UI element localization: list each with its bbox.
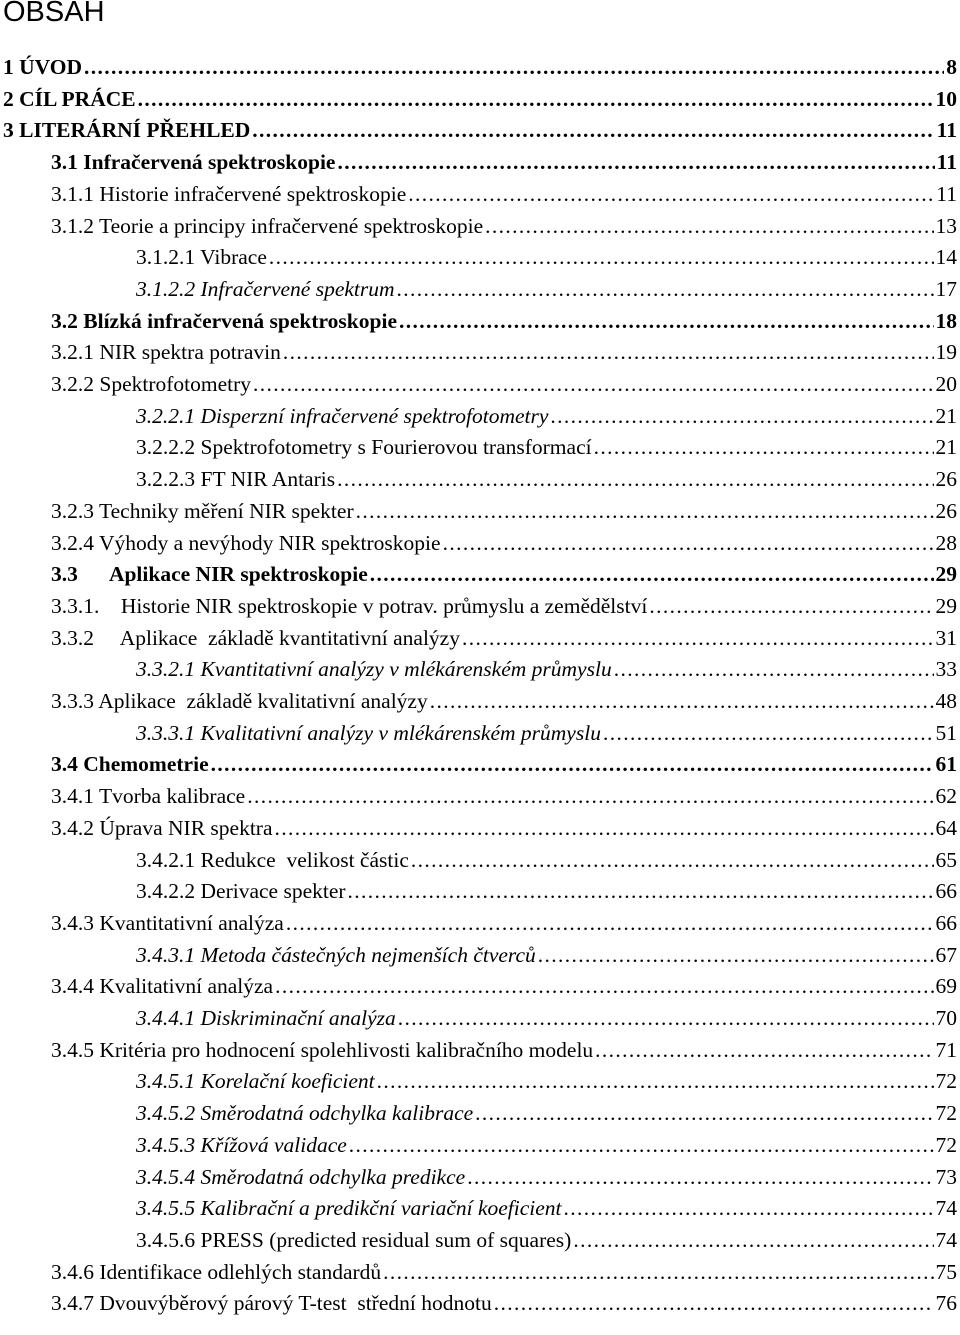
toc-entry[interactable] bbox=[51, 971, 957, 1001]
toc-entry-page: 19 bbox=[935, 340, 957, 365]
toc-entry-label: 3.4.5.2 Směrodatná odchylka kalibrace bbox=[136, 1101, 474, 1126]
toc-entry[interactable] bbox=[136, 1066, 957, 1096]
toc-entry[interactable] bbox=[136, 940, 957, 970]
toc-entry[interactable] bbox=[51, 559, 957, 589]
toc-entry-page: 70 bbox=[935, 1006, 957, 1030]
toc-entry-label: 3.4.6 Identifikace odlehlých standardů bbox=[51, 1259, 382, 1284]
toc-entry[interactable] bbox=[51, 528, 957, 558]
toc-entry[interactable] bbox=[136, 464, 957, 494]
toc-entry-page: 75 bbox=[935, 1259, 957, 1284]
toc-entry-page: 72 bbox=[935, 1069, 957, 1094]
toc-dot-leader bbox=[614, 654, 934, 684]
toc-entry[interactable] bbox=[136, 876, 957, 906]
toc-entry-label: 3.3.3 Aplikace základě kvalitativní analýzy bbox=[51, 689, 428, 713]
toc-entry[interactable] bbox=[136, 654, 957, 684]
toc-entry-label: 1 ÚVOD bbox=[3, 55, 82, 79]
toc-dot-leader bbox=[408, 179, 934, 209]
toc-entry[interactable] bbox=[136, 1193, 957, 1223]
toc-entry[interactable] bbox=[51, 147, 957, 177]
toc-dot-leader bbox=[411, 845, 934, 875]
toc-entry[interactable] bbox=[51, 337, 957, 367]
toc-entry-page: 74 bbox=[935, 1227, 957, 1252]
toc-entry-page: 21 bbox=[935, 435, 957, 460]
toc-entry-label: 3.2.4 Výhody a nevýhody NIR spektroskopie bbox=[51, 530, 441, 555]
toc-entry-page: 33 bbox=[935, 657, 957, 682]
toc-dot-leader bbox=[398, 1003, 934, 1033]
toc-dot-leader bbox=[253, 369, 933, 399]
toc-entry[interactable] bbox=[136, 1098, 957, 1128]
toc-entry-label: 3.4.3.1 Metoda částečných nejmenších čtverců bbox=[136, 942, 536, 967]
toc-entry-label: 3.1.1 Historie infračervené spektroskopie bbox=[51, 181, 407, 206]
toc-entry-page: 66 bbox=[935, 910, 957, 935]
toc-entry-label: 3.4.5.4 Směrodatná odchylka predikce bbox=[136, 1164, 466, 1189]
toc-dot-leader bbox=[383, 1257, 933, 1287]
toc-entry[interactable] bbox=[3, 52, 957, 82]
toc-dot-leader bbox=[337, 147, 934, 177]
toc-dot-leader bbox=[494, 1288, 934, 1318]
toc-dot-leader bbox=[538, 940, 934, 970]
toc-entry-page: 66 bbox=[935, 879, 957, 904]
toc-entry-page: 51 bbox=[935, 720, 957, 745]
toc-entry-page: 29 bbox=[935, 562, 957, 587]
toc-entry[interactable] bbox=[51, 623, 957, 653]
toc-entry[interactable] bbox=[136, 242, 957, 272]
toc-dot-leader bbox=[475, 1098, 933, 1128]
toc-entry-page: 11 bbox=[936, 150, 957, 175]
toc-dot-leader bbox=[399, 306, 934, 336]
toc-entry-page: 17 bbox=[935, 276, 957, 301]
toc-entry-label: 3.3 Aplikace NIR spektroskopie bbox=[51, 562, 368, 587]
toc-entry-page: 26 bbox=[935, 498, 957, 523]
toc-entry-page: 72 bbox=[935, 1132, 957, 1157]
toc-entry-page: 31 bbox=[935, 625, 957, 650]
toc-entry-page: 67 bbox=[935, 942, 957, 967]
toc-entry[interactable] bbox=[51, 179, 957, 209]
toc-entry-page: 13 bbox=[935, 213, 957, 238]
toc-dot-leader bbox=[275, 971, 933, 1001]
toc-entry-page: 71 bbox=[935, 1037, 957, 1062]
toc-entry-label: 3.2.1 NIR spektra potravin bbox=[51, 340, 281, 365]
toc-entry-label: 3.1 Infračervená spektroskopie bbox=[51, 150, 336, 175]
toc-entry-label: 3.4 Chemometrie bbox=[51, 752, 209, 777]
toc-entry-page: 10 bbox=[935, 86, 957, 111]
toc-entry-label: 3.2.2.3 FT NIR Antaris bbox=[136, 467, 336, 492]
toc-entry-page: 11 bbox=[936, 118, 957, 143]
toc-entry-label: 3 LITERÁRNÍ PŘEHLED bbox=[3, 118, 251, 143]
toc-entry-page: 72 bbox=[935, 1101, 957, 1126]
toc-dot-leader bbox=[348, 876, 934, 906]
toc-entry-label: 3.3.1. Historie NIR spektroskopie v potrav. průmyslu a zemědělství bbox=[51, 593, 648, 618]
toc-entry-page: 28 bbox=[935, 530, 957, 555]
toc-entry-page: 11 bbox=[936, 181, 957, 206]
toc-dot-leader bbox=[283, 337, 934, 367]
toc-entry[interactable] bbox=[51, 749, 957, 779]
toc-entry[interactable] bbox=[3, 84, 957, 114]
toc-entry[interactable] bbox=[51, 813, 957, 843]
toc-entry-page: 64 bbox=[935, 815, 957, 840]
toc-dot-leader bbox=[349, 1130, 934, 1160]
toc-entry-page: 48 bbox=[935, 689, 957, 713]
toc-entry-label: 3.4.2.1 Redukce velikost částic bbox=[136, 847, 409, 872]
toc-entry-label: 3.1.2 Teorie a principy infračervené spektroskopie bbox=[51, 213, 484, 238]
toc-entry[interactable] bbox=[136, 1130, 957, 1160]
toc-dot-leader bbox=[286, 908, 934, 938]
toc-dot-leader bbox=[550, 401, 933, 431]
toc-entry-label: 2 CÍL PRÁCE bbox=[3, 86, 136, 111]
toc-dot-leader bbox=[377, 1066, 934, 1096]
toc-dot-leader bbox=[211, 749, 934, 779]
toc-dot-leader bbox=[269, 242, 934, 272]
toc-entry-label: 3.4.2 Úprava NIR spektra bbox=[51, 815, 273, 840]
toc-entry[interactable] bbox=[51, 1288, 957, 1318]
toc-entry-label: 3.1.2.1 Vibrace bbox=[136, 245, 267, 270]
toc-entry-page: 14 bbox=[935, 245, 957, 270]
toc-entry-label: 3.4.4 Kvalitativní analýza bbox=[51, 974, 274, 999]
toc-entry-label: 3.4.5.1 Korelační koeficient bbox=[136, 1069, 375, 1094]
toc-dot-leader bbox=[573, 1225, 933, 1255]
toc-entry-label: 3.1.2.2 Infračervené spektrum bbox=[136, 276, 395, 301]
toc-dot-leader bbox=[397, 274, 934, 304]
toc-dot-leader bbox=[603, 718, 934, 748]
toc-entry[interactable] bbox=[136, 401, 957, 431]
toc-entry-page: 65 bbox=[935, 847, 957, 872]
toc-dot-leader bbox=[462, 623, 934, 653]
toc-entry-page: 74 bbox=[935, 1196, 957, 1221]
toc-entry-label: 3.4.7 Dvouvýběrový párový T-test střední hodnotu bbox=[51, 1291, 492, 1316]
toc-entry-label: 3.2.2.2 Spektrofotometry s Fourierovou transformací bbox=[136, 435, 592, 460]
toc-entry-label: 3.4.1 Tvorba kalibrace bbox=[51, 784, 246, 809]
toc-dot-leader bbox=[594, 432, 934, 462]
toc-entry-page: 62 bbox=[935, 784, 957, 809]
toc-dot-leader bbox=[564, 1193, 934, 1223]
toc-dot-leader bbox=[138, 84, 934, 114]
toc-heading: OBSAH bbox=[3, 0, 105, 28]
toc-entry-label: 3.3.3.1 Kvalitativní analýzy v mlékárenském průmyslu bbox=[136, 720, 601, 745]
toc-entry[interactable] bbox=[51, 1035, 957, 1065]
toc-dot-leader bbox=[84, 52, 944, 82]
toc-entry[interactable] bbox=[136, 274, 957, 304]
toc-dot-leader bbox=[430, 686, 934, 716]
toc-entry-page: 26 bbox=[935, 467, 957, 492]
toc-dot-leader bbox=[370, 559, 934, 589]
toc-dot-leader bbox=[247, 781, 933, 811]
toc-entry[interactable] bbox=[3, 115, 957, 145]
toc-entry[interactable] bbox=[51, 781, 957, 811]
toc-entry[interactable] bbox=[136, 845, 957, 875]
toc-entry-label: 3.2 Blízká infračervená spektroskopie bbox=[51, 308, 397, 333]
toc-entry-label: 3.4.5 Kritéria pro hodnocení spolehlivosti kalibračního modelu bbox=[51, 1037, 594, 1062]
toc-entry-label: 3.2.2 Spektrofotometry bbox=[51, 372, 252, 396]
toc-entry-label: 3.4.5.6 PRESS (predicted residual sum of squares) bbox=[136, 1227, 572, 1252]
toc-dot-leader bbox=[443, 528, 934, 558]
toc-entry[interactable] bbox=[51, 369, 957, 399]
toc-entry-label: 3.4.5.3 Křížová validace bbox=[136, 1132, 347, 1157]
toc-entry-label: 3.3.2.1 Kvantitativní analýzy v mlékárenském průmyslu bbox=[136, 657, 612, 682]
toc-entry-page: 61 bbox=[935, 752, 957, 777]
toc-dot-leader bbox=[649, 591, 933, 621]
toc-entry-page: 20 bbox=[935, 372, 957, 396]
toc-entry-label: 3.2.2.1 Disperzní infračervené spektrofotometry bbox=[136, 403, 549, 428]
toc-entry-label: 3.4.2.2 Derivace spekter bbox=[136, 879, 346, 904]
toc-entry-label: 3.2.3 Techniky měření NIR spekter bbox=[51, 498, 354, 523]
toc-entry[interactable] bbox=[136, 432, 957, 462]
toc-entry-label: 3.4.4.1 Diskriminační analýza bbox=[136, 1006, 396, 1030]
toc-dot-leader bbox=[337, 464, 933, 494]
toc-entry[interactable] bbox=[51, 1257, 957, 1287]
toc-entry[interactable] bbox=[136, 1162, 957, 1192]
toc-dot-leader bbox=[356, 496, 934, 526]
toc-entry-page: 29 bbox=[935, 593, 957, 618]
toc-entry[interactable] bbox=[51, 211, 957, 241]
toc-entry-page: 8 bbox=[946, 55, 957, 79]
toc-entry-page: 76 bbox=[935, 1291, 957, 1316]
toc-entry[interactable] bbox=[51, 591, 957, 621]
toc-entry-page: 21 bbox=[935, 403, 957, 428]
toc-dot-leader bbox=[485, 211, 933, 241]
toc-dot-leader bbox=[252, 115, 934, 145]
toc-entry[interactable] bbox=[51, 306, 957, 336]
toc-entry-label: 3.3.2 Aplikace základě kvantitativní analýzy bbox=[51, 625, 460, 650]
toc-entry[interactable] bbox=[136, 718, 957, 748]
toc-entry[interactable] bbox=[51, 908, 957, 938]
toc-entry[interactable] bbox=[51, 686, 957, 716]
toc-dot-leader bbox=[595, 1035, 933, 1065]
toc-entry-page: 73 bbox=[935, 1164, 957, 1189]
toc-dot-leader bbox=[275, 813, 934, 843]
toc-entry-page: 18 bbox=[935, 308, 957, 333]
toc-entry[interactable] bbox=[51, 496, 957, 526]
toc-entry-page: 69 bbox=[935, 974, 957, 999]
toc-entry-label: 3.4.5.5 Kalibrační a predikční variační koeficient bbox=[136, 1196, 562, 1221]
toc-dot-leader bbox=[467, 1162, 933, 1192]
toc-entry[interactable] bbox=[136, 1003, 957, 1033]
toc-entry[interactable] bbox=[136, 1225, 957, 1255]
toc-entry-label: 3.4.3 Kvantitativní analýza bbox=[51, 910, 284, 935]
